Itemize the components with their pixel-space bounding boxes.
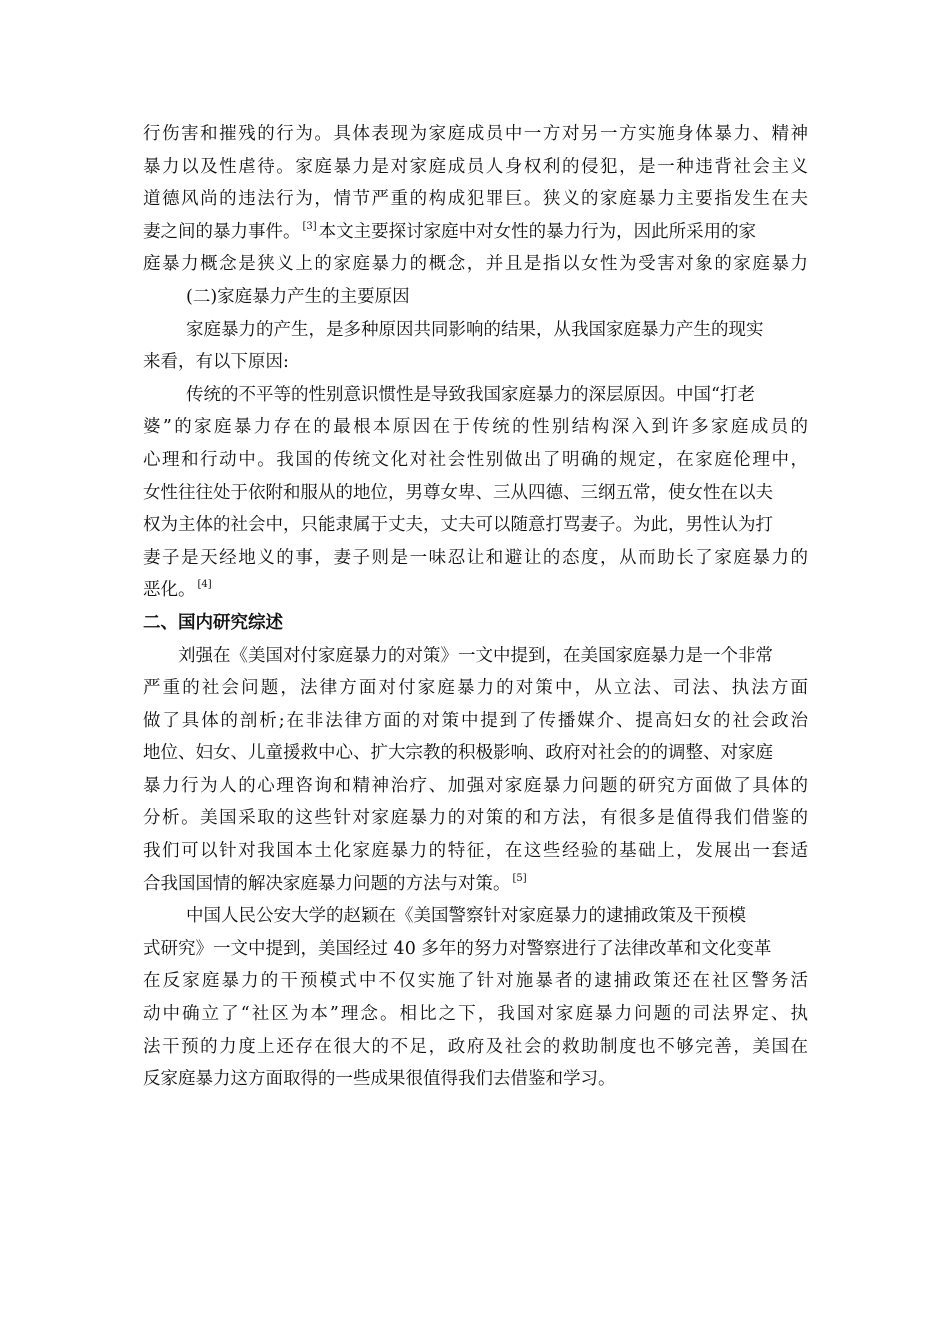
text-line: 女性往往处于依附和服从的地位，男尊女卑、三从四德、三纲五常，使女性在以夫	[143, 482, 773, 503]
text-line: 法干预的力度上还存在很大的不足，政府及社会的救助制度也不够完善，美国在	[143, 1036, 808, 1057]
text-fragment: 合我国国情的解决家庭暴力问题的方法与对策。	[143, 873, 511, 894]
text-line: 道德风尚的违法行为，情节严重的构成犯罪巨。狭义的家庭暴力主要指发生在夫	[143, 189, 808, 210]
text-line: 严重的社会问题，法律方面对付家庭暴力的对策中，从立法、司法、执法方面	[143, 678, 808, 699]
text-line: 做了具体的剖析;在非法律方面的对策中提到了传播媒介、提高妇女的社会政治	[143, 710, 808, 731]
text-line: 地位、妇女、儿童援救中心、扩大宗教的积极影响、政府对社会的的调整、对家庭	[143, 743, 773, 764]
citation-ref-3: [3]	[302, 220, 317, 232]
text-line: 式研究》一文中提到，美国经过 40 多年的努力对警察进行了法律改革和文化变革	[143, 938, 772, 959]
text-line	[143, 574, 808, 607]
text-line: 刘强在《美国对付家庭暴力的对策》一文中提到，在美国家庭暴力是一个非常	[178, 645, 773, 666]
text-line	[143, 868, 808, 901]
paragraph-liu-qiang	[143, 640, 808, 901]
paragraph-causes-intro	[143, 314, 808, 379]
text-line: 家庭暴力的产生，是多种原因共同影响的结果，从我国家庭暴力产生的现实	[186, 319, 764, 340]
text-line: 庭暴力概念是狭义上的家庭暴力的概念，并且是指以女性为受害对象的家庭暴力	[143, 254, 808, 275]
text-fragment: 妻之间的暴力事件。	[143, 221, 301, 242]
text-line: 在反家庭暴力的干预模式中不仅实施了针对施暴者的逮捕政策还在社区警务活	[143, 971, 808, 992]
text-line: 分析。美国采取的这些针对家庭暴力的对策的和方法，有很多是值得我们借鉴的	[143, 808, 808, 829]
text-line: 传统的不平等的性别意识惯性是导致我国家庭暴力的深层原因。中国“打老	[186, 384, 755, 405]
text-line	[143, 216, 808, 249]
paragraph-definition	[143, 118, 808, 281]
text-line: 行伤害和摧残的行为。具体表现为家庭成员中一方对另一方实施身体暴力、精神	[143, 124, 808, 144]
text-fragment: 恶化。	[143, 580, 196, 601]
text-line: 动中确立了“社区为本”理念。相比之下，我国对家庭暴力问题的司法界定、执	[143, 1004, 808, 1025]
text-line: 心理和行动中。我国的传统文化对社会性别做出了明确的规定，在家庭伦理中，	[143, 449, 808, 470]
text-line: 我们可以针对我国本土化家庭暴力的特征，在这些经验的基础上，发展出一套适	[143, 841, 808, 862]
text-line: 反家庭暴力这方面取得的一些成果很值得我们去借鉴和学习。	[143, 1069, 616, 1090]
text-fragment: 本文主要探讨家庭中对女性的暴力行为，因此所采用的家	[318, 221, 757, 242]
text-line: 暴力以及性虐待。家庭暴力是对家庭成员人身权利的侵犯，是一种违背社会主义	[143, 156, 808, 177]
text-line: 权为主体的社会中，只能隶属于丈夫，丈夫可以随意打骂妻子。为此，男性认为打	[143, 515, 773, 536]
citation-ref-5: [5]	[512, 872, 527, 884]
document-page	[143, 118, 808, 1096]
paragraph-traditional-gender	[143, 379, 808, 607]
section-heading: 二、国内研究综述	[143, 612, 283, 633]
text-line: 中国人民公安大学的赵颖在《美国警察针对家庭暴力的逮捕政策及干预模	[186, 906, 746, 927]
text-line: 暴力行为人的心理咨询和精神治疗、加强对家庭暴力问题的研究方面做了具体的	[143, 775, 808, 796]
text-line: 婆”的家庭暴力存在的最根本原因在于传统的性别结构深入到许多家庭成员的	[143, 417, 808, 438]
subsection-heading: (二)家庭暴力产生的主要原因	[186, 286, 410, 307]
text-line: 妻子是天经地义的事，妻子则是一味忍让和避让的态度，从而助长了家庭暴力的	[143, 547, 808, 568]
paragraph-zhao-ying	[143, 900, 808, 1096]
text-line: 来看，有以下原因:	[143, 352, 289, 373]
citation-ref-4: [4]	[197, 579, 212, 591]
